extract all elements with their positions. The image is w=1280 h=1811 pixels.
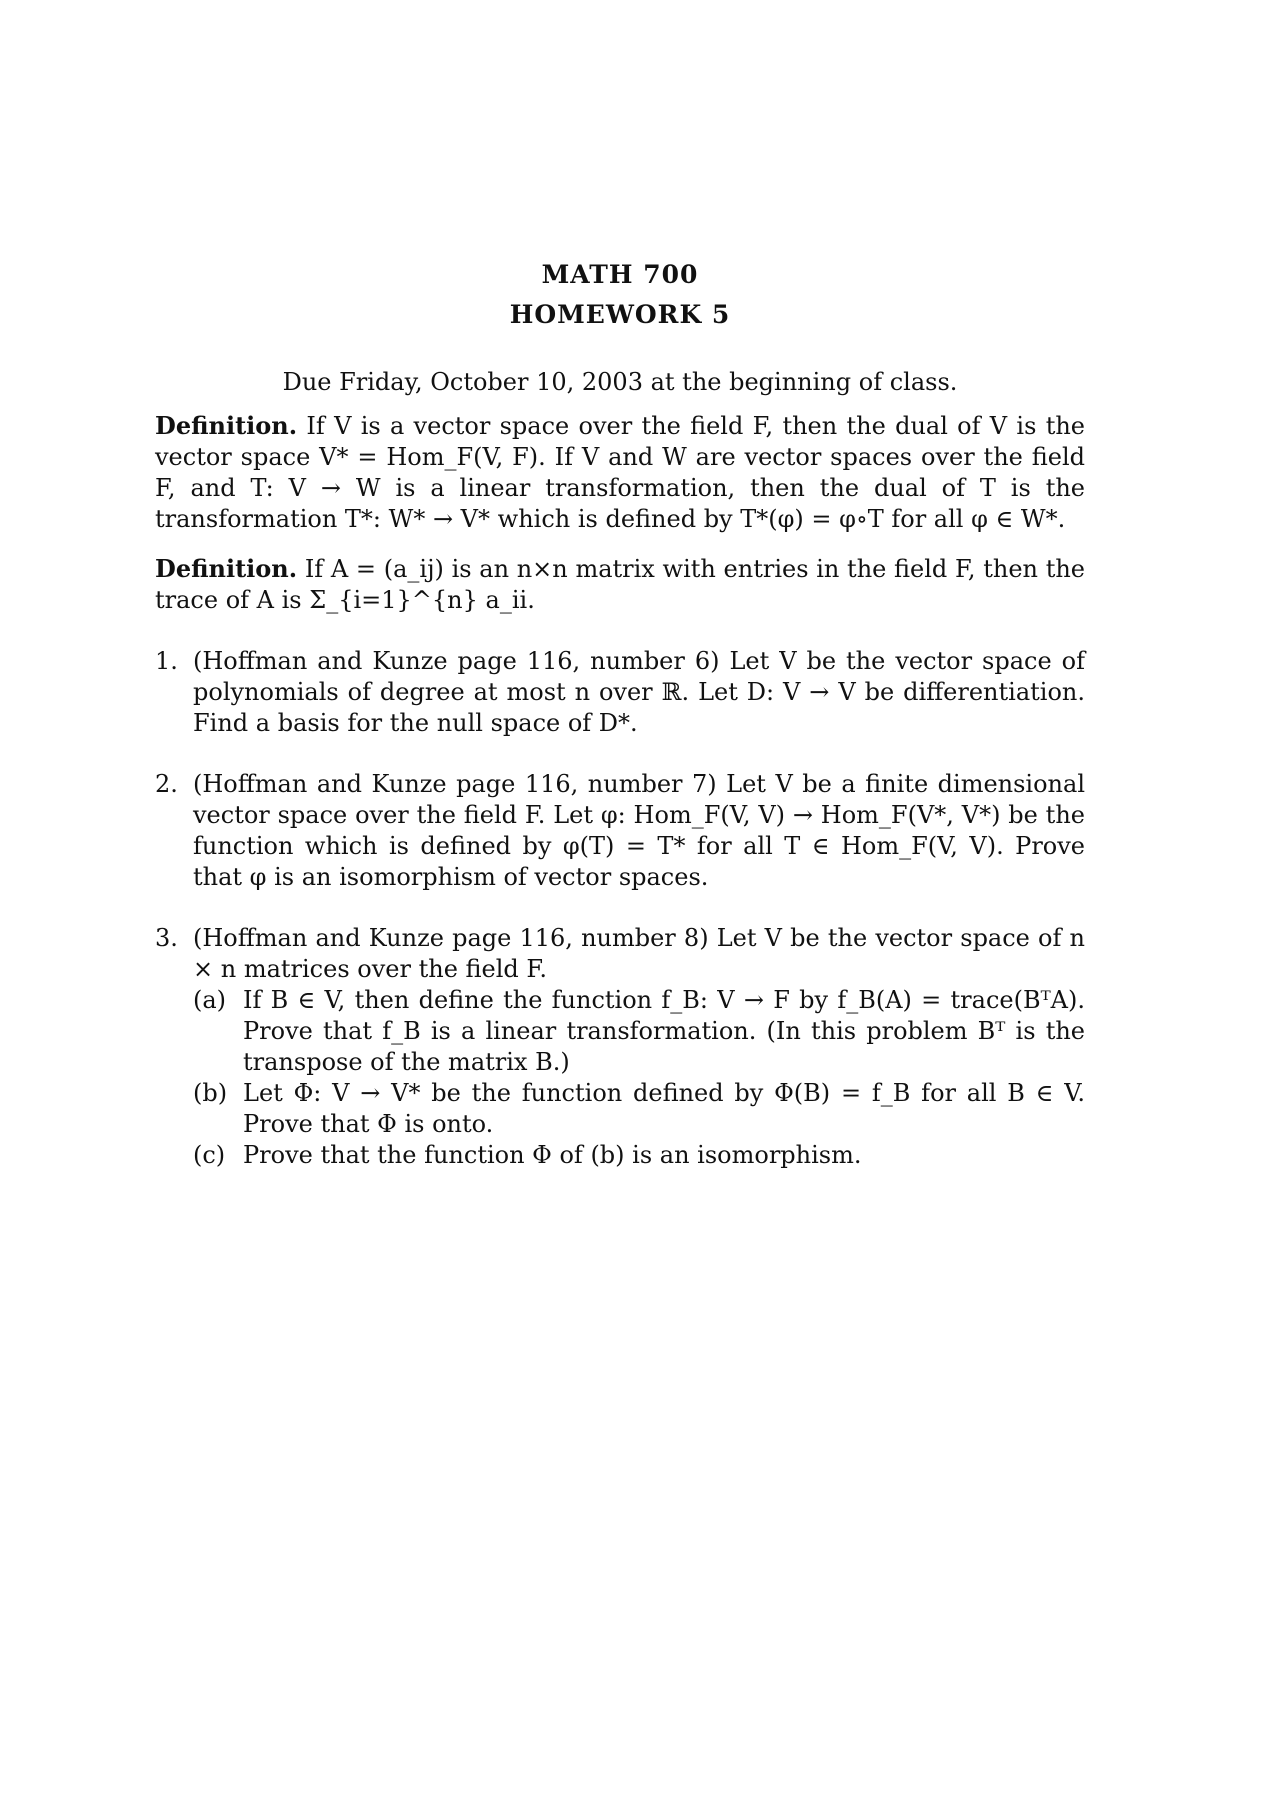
problem-number: 2. (155, 770, 178, 798)
homework-page (155, 255, 1085, 1171)
part-text: If B ∈ V, then define the function f_B: V → F by f_B(A) = trace(BᵀA). Prove that f_B is a linear transformation. (In this problem Bᵀ is the transpose of the matrix B.) (243, 986, 1085, 1076)
definition-label: Definition. (155, 411, 298, 440)
problem-3-part-b (193, 1078, 1085, 1140)
part-text: Let Φ: V → V* be the function defined by Φ(B) = f_B for all B ∈ V. Prove that Φ is onto. (243, 1079, 1085, 1138)
problem-1 (155, 646, 1085, 739)
problem-text: (Hoffman and Kunze page 116, number 7) Let V be a finite dimensional vector space over the field F. Let φ: Hom_F(V, V) → Hom_F(V*, V*) be the function which is defined by φ(T) = T* for all T ∈ Hom_F(V, V). Prove that φ is an isomorphism of vector spaces. (193, 770, 1085, 891)
part-label: (b) (193, 1079, 228, 1107)
part-label: (a) (193, 986, 227, 1014)
problem-text: (Hoffman and Kunze page 116, number 8) Let V be the vector space of n × n matrices over the field F. (193, 924, 1085, 983)
part-text: Prove that the function Φ of (b) is an isomorphism. (243, 1141, 862, 1169)
definition-trace (155, 553, 1085, 616)
problem-number: 1. (155, 647, 178, 675)
definition-text: If V is a vector space over the field F, then the dual of V is the vector space V* = Hom_F(V, F). If V and W are vector spaces over the field F, and T: V → W is a linear transformation, then the dual of T is the transformation T*: W* → V* which is defined by T*(φ) = φ∘T for all φ ∈ W*. (155, 412, 1085, 533)
due-date-line: Due Friday, October 10, 2003 at the beginning of class. (282, 368, 958, 396)
problem-3 (155, 923, 1085, 1171)
course-title: MATH 700 (541, 260, 699, 289)
problem-2 (155, 769, 1085, 893)
part-label: (c) (193, 1141, 226, 1169)
definition-text: If A = (a_ij) is an n×n matrix with entries in the field F, then the trace of A is Σ_{i=1}^{n} a_ii. (155, 555, 1085, 614)
assignment-title: HOMEWORK 5 (509, 300, 731, 329)
definition-label: Definition. (155, 554, 298, 583)
definition-dual (155, 410, 1085, 535)
problem-number: 3. (155, 924, 178, 952)
problem-3-part-a (193, 985, 1085, 1078)
problem-text: (Hoffman and Kunze page 116, number 6) Let V be the vector space of polynomials of degree at most n over ℝ. Let D: V → V be differentiation. Find a basis for the null space of D*. (193, 647, 1085, 737)
problem-body (193, 923, 1085, 1171)
problem-3-part-c (193, 1140, 1085, 1171)
